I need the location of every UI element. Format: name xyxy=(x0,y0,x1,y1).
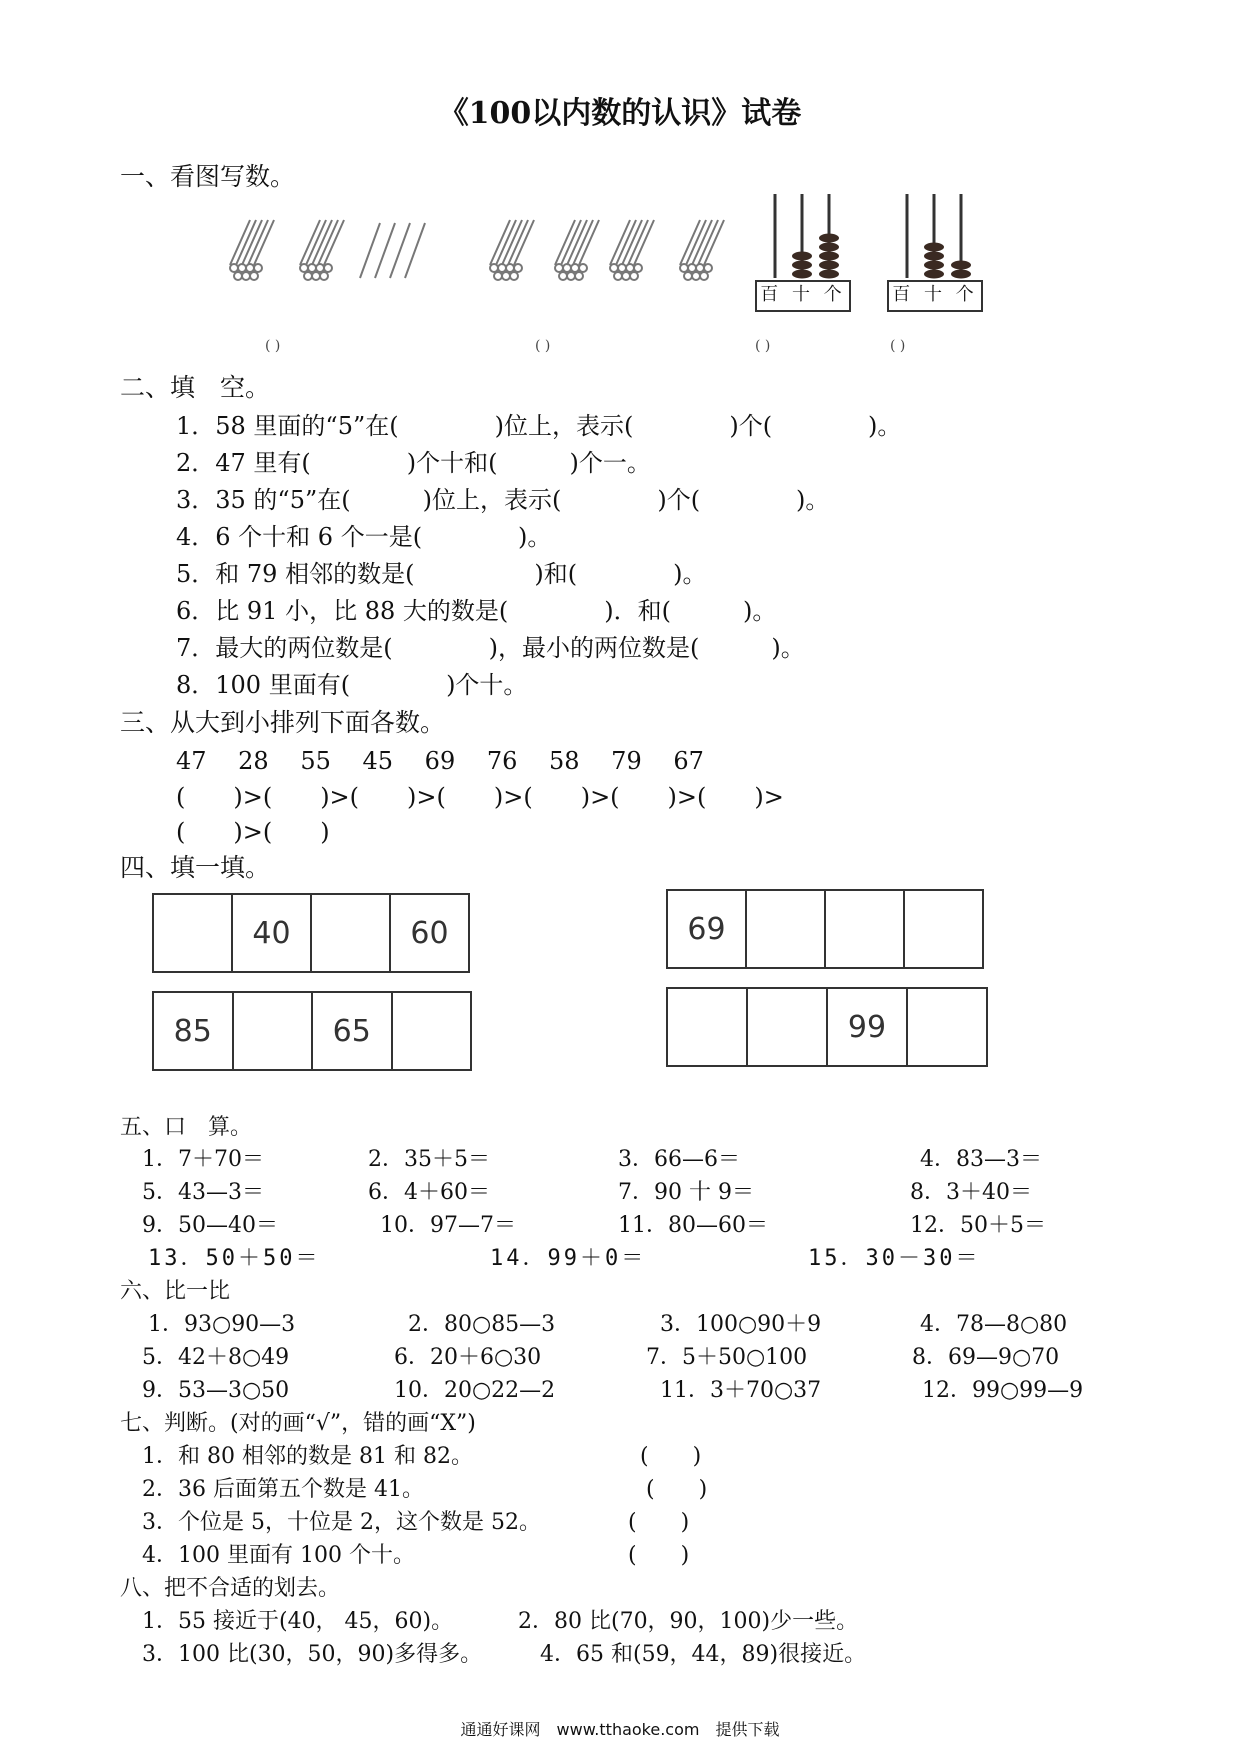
grid-cell: 40 xyxy=(233,895,312,971)
grid-cell[interactable] xyxy=(668,989,748,1065)
grid-cell[interactable] xyxy=(826,891,905,967)
calc-item: 4．83—3＝ xyxy=(920,1147,1042,1172)
calc-item: 9．50—40＝ xyxy=(142,1213,278,1238)
grid-cell[interactable] xyxy=(905,891,982,967)
judge-item-4: 4．100 里面有 100 个十。 xyxy=(142,1543,415,1568)
sort-blanks-line-1: ( )>( )>( )>( )>( )>( )>( )> xyxy=(176,783,784,811)
judge-paren[interactable]: ( ) xyxy=(640,1444,702,1469)
strike-item-3: 3．100 比(30，50，90)多得多。 xyxy=(142,1642,483,1667)
grid-cell[interactable] xyxy=(748,989,828,1065)
number-grid-4 xyxy=(666,987,988,1067)
compare-item: 3．100○90＋9 xyxy=(660,1312,822,1337)
section-2-heading: 二、填 空。 xyxy=(120,373,271,402)
answer-blank-3[interactable]: ( ) xyxy=(755,338,771,354)
compare-item: 6．20＋6○30 xyxy=(394,1345,542,1370)
calc-item: 8．3＋40＝ xyxy=(910,1180,1032,1205)
compare-item: 4．78—8○80 xyxy=(920,1312,1068,1337)
compare-item: 8．69—9○70 xyxy=(912,1345,1060,1370)
section-6-heading: 六、比一比 xyxy=(120,1279,231,1304)
answer-blank-4[interactable]: ( ) xyxy=(890,338,906,354)
fill-item-1: 1．58 里面的“5”在( )位上，表示( )个( )。 xyxy=(176,412,902,440)
grid-cell[interactable] xyxy=(908,989,986,1065)
calc-item: 5．43—3＝ xyxy=(142,1180,264,1205)
number-grid-3 xyxy=(152,991,472,1071)
calc-item: 14．99＋0＝ xyxy=(490,1246,647,1271)
fill-item-3: 3．35 的“5”在( )位上，表示( )个( )。 xyxy=(176,486,830,514)
calc-item: 11．80—60＝ xyxy=(618,1213,768,1238)
abacus-1-label: 百 十 个 xyxy=(755,280,851,312)
compare-item: 9．53—3○50 xyxy=(142,1378,290,1403)
compare-item: 5．42＋8○49 xyxy=(142,1345,290,1370)
strike-item-1: 1．55 接近于(40， 45，60)。 xyxy=(142,1609,454,1634)
numbers-to-sort: 47 28 55 45 69 76 58 79 67 xyxy=(176,747,704,775)
strike-item-4: 4．65 和(59，44，89)很接近。 xyxy=(540,1642,867,1667)
answer-blank-2[interactable]: ( ) xyxy=(535,338,551,354)
footer-credit: 通通好课网 www.tthaoke.com 提供下载 xyxy=(460,1720,780,1739)
section-3-heading: 三、从大到小排列下面各数。 xyxy=(120,708,446,737)
bundles-image xyxy=(220,210,660,290)
grid-cell: 69 xyxy=(668,891,747,967)
judge-paren[interactable]: ( ) xyxy=(628,1543,690,1568)
number-grid-2 xyxy=(666,889,984,969)
compare-item: 10．20○22—2 xyxy=(394,1378,556,1403)
calc-item: 1．7＋70＝ xyxy=(142,1147,264,1172)
judge-item-3: 3．个位是 5，十位是 2，这个数是 52。 xyxy=(142,1510,541,1535)
grid-cell[interactable] xyxy=(154,895,233,971)
grid-cell[interactable] xyxy=(312,895,391,971)
fill-item-2: 2．47 里有( )个十和( )个一。 xyxy=(176,449,651,477)
grid-cell: 85 xyxy=(154,993,234,1069)
bundles-image-2 xyxy=(600,210,740,290)
bundle-a xyxy=(230,220,274,280)
fill-item-7: 7．最大的两位数是( )，最小的两位数是( )。 xyxy=(176,634,805,662)
answer-blank-1[interactable]: ( ) xyxy=(265,338,281,354)
calc-item: 12．50＋5＝ xyxy=(910,1213,1046,1238)
compare-item: 7．5＋50○100 xyxy=(646,1345,808,1370)
grid-cell[interactable] xyxy=(234,993,314,1069)
sort-blanks-line-2: ( )>( ) xyxy=(176,818,330,846)
grid-cell: 60 xyxy=(410,915,449,951)
section-4-heading: 四、填一填。 xyxy=(120,853,271,882)
grid-cell: 99 xyxy=(828,989,908,1065)
section-7-heading: 七、判断。(对的画“√”，错的画“X”) xyxy=(120,1411,476,1436)
compare-item: 2．80○85—3 xyxy=(408,1312,556,1337)
section-1-heading: 一、看图写数。 xyxy=(120,162,296,191)
fill-item-8: 8．100 里面有( )个十。 xyxy=(176,671,528,699)
compare-item: 1．93○90—3 xyxy=(148,1312,296,1337)
abacus-2-label: 百 十 个 xyxy=(887,280,983,312)
abacus-1 xyxy=(760,192,850,280)
judge-item-1: 1．和 80 相邻的数是 81 和 82。 xyxy=(142,1444,473,1469)
calc-item: 13．50＋50＝ xyxy=(148,1246,321,1271)
calc-item: 15．30－30＝ xyxy=(808,1246,981,1271)
page-title: 《100以内数的认识》试卷 xyxy=(438,96,802,131)
calc-item: 3．66—6＝ xyxy=(618,1147,740,1172)
judge-paren[interactable]: ( ) xyxy=(646,1477,708,1502)
calc-item: 10．97—7＝ xyxy=(380,1213,516,1238)
strike-item-2: 2．80 比(70，90，100)少一些。 xyxy=(518,1609,859,1634)
judge-paren[interactable]: ( ) xyxy=(628,1510,690,1535)
fill-item-6: 6．比 91 小，比 88 大的数是( )．和( )。 xyxy=(176,597,777,625)
compare-item: 12．99○99—9 xyxy=(922,1378,1084,1403)
grid-cell[interactable] xyxy=(747,891,826,967)
grid-cell: 65 xyxy=(313,993,393,1069)
fill-item-4: 4．6 个十和 6 个一是( )。 xyxy=(176,523,552,551)
section-5-heading: 五、口 算。 xyxy=(120,1115,253,1140)
section-8-heading: 八、把不合适的划去。 xyxy=(120,1576,341,1601)
calc-item: 7．90 十 9＝ xyxy=(618,1180,754,1205)
calc-item: 2．35＋5＝ xyxy=(368,1147,490,1172)
fill-item-5: 5．和 79 相邻的数是( )和( )。 xyxy=(176,560,707,588)
judge-item-2: 2．36 后面第五个数是 41。 xyxy=(142,1477,424,1502)
abacus-2 xyxy=(892,192,982,280)
calc-item: 6．4＋60＝ xyxy=(368,1180,490,1205)
number-grid-1 xyxy=(152,893,470,973)
grid-cell[interactable] xyxy=(393,993,471,1069)
compare-item: 11．3＋70○37 xyxy=(660,1378,822,1403)
